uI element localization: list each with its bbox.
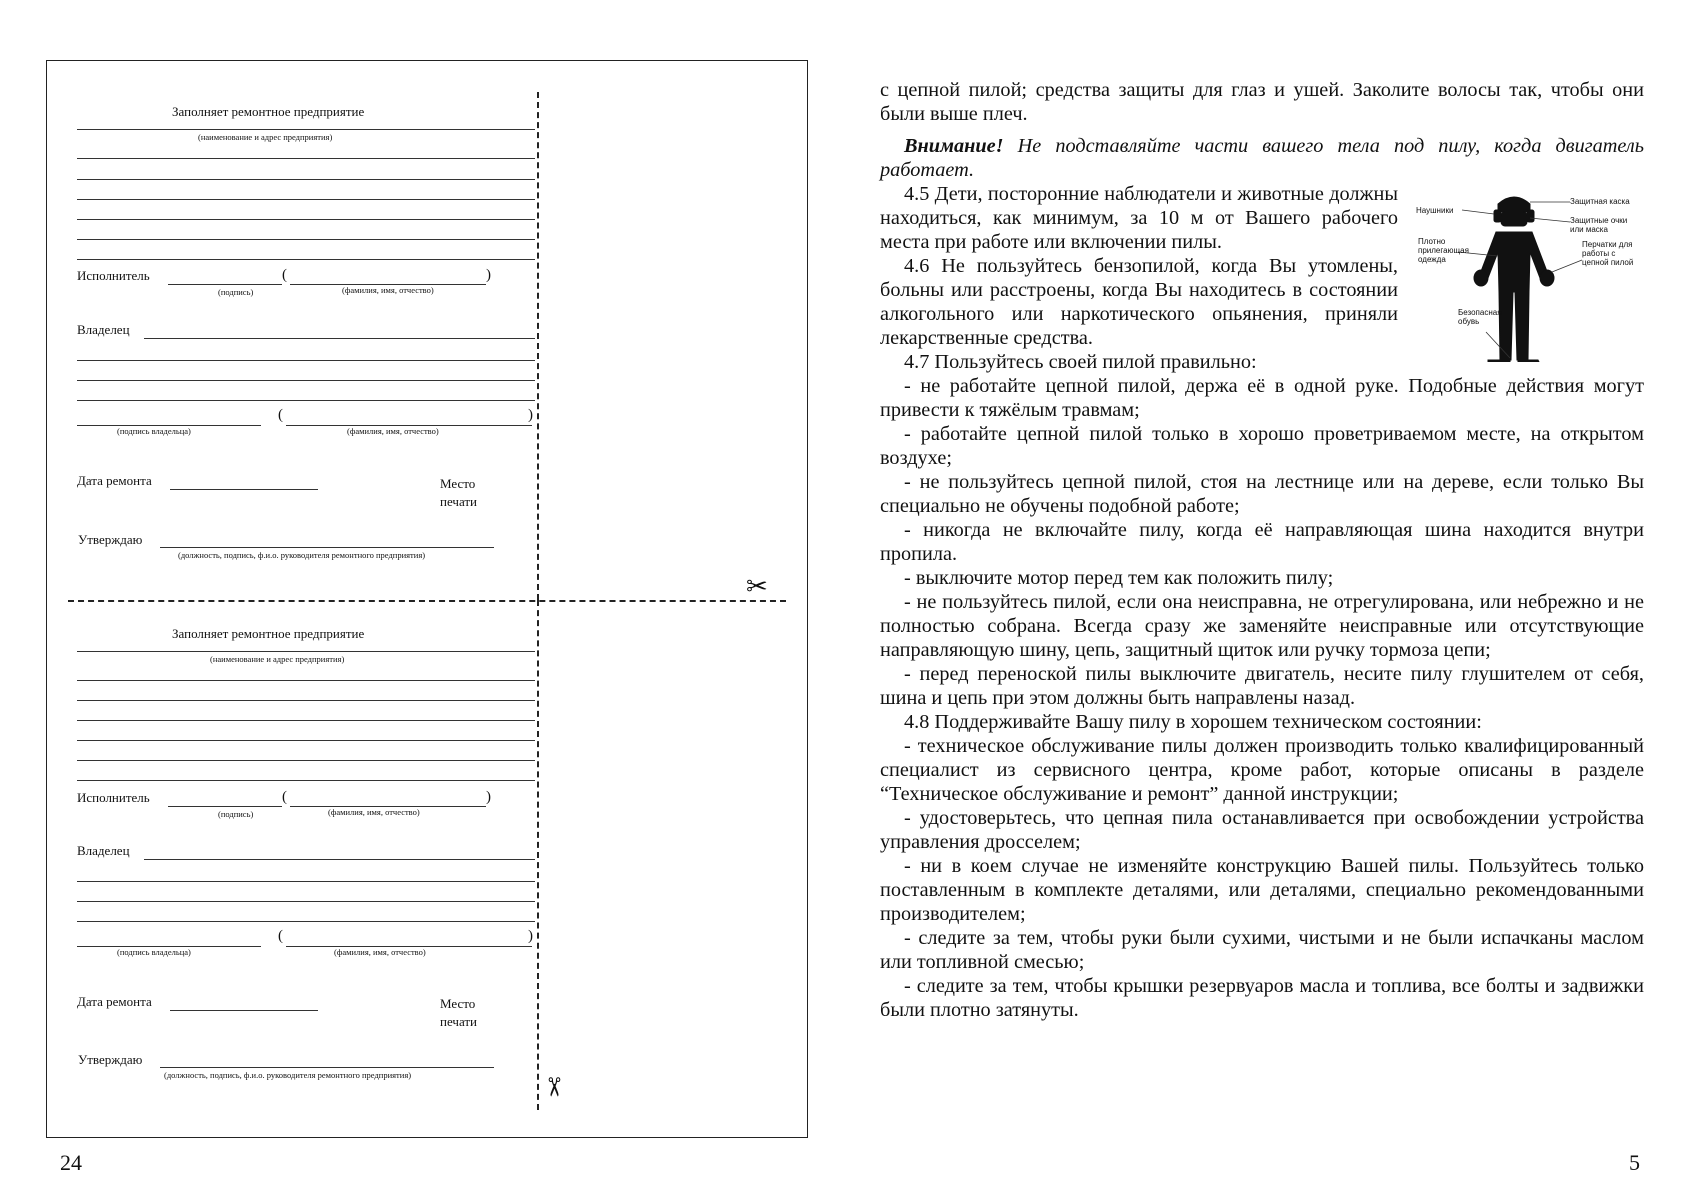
- owner-label: Владелец: [77, 843, 130, 858]
- blank-line[interactable]: [77, 720, 535, 721]
- approve-label: Утверждаю: [78, 1052, 143, 1067]
- safety-instructions-page: [880, 78, 1644, 1022]
- paragraph-4-5: 4.5 Дети, посторонние наблюдатели и животные должны находиться, как минимум, за 10 м от Вашего рабочего места при работе или включении пилы.: [880, 183, 1398, 253]
- scissors-icon: ✂: [538, 1076, 568, 1098]
- enterprise-caption: (наименование и адрес предприятия): [198, 132, 333, 142]
- paren-open: (: [282, 267, 287, 283]
- owner-signature-caption: (подпись владельца): [117, 947, 191, 957]
- owner-fio-caption: (фамилия, имя, отчество): [334, 947, 426, 957]
- boots-label: Безопасная: [1458, 308, 1502, 317]
- approve-caption: (должность, подпись, ф.и.о. руководителя ремонтного предприятия): [178, 550, 426, 560]
- stamp-place: Место: [440, 476, 476, 491]
- gloves-label: Перчатки для: [1582, 240, 1633, 249]
- blank-line[interactable]: [77, 259, 535, 260]
- paren-close: ): [528, 928, 533, 944]
- blank-line[interactable]: [77, 380, 535, 381]
- fio-caption: (фамилия, имя, отчество): [342, 285, 434, 295]
- executor-label: Исполнитель: [77, 790, 150, 805]
- intro-paragraph: с цепной пилой; средства защиты для глаз и ушей. Заколите волосы так, чтобы они были выше плеч.: [880, 79, 1644, 125]
- blank-line[interactable]: [77, 179, 535, 180]
- boots-label: обувь: [1458, 317, 1480, 326]
- list-item: - следите за тем, чтобы руки были сухими, чистыми и не были испачканы маслом или топливной смесью;: [880, 927, 1644, 973]
- list-item: - выключите мотор перед тем как положить пилу;: [904, 567, 1334, 589]
- coupon-title: Заполняет ремонтное предприятие: [172, 104, 365, 119]
- blank-line[interactable]: [77, 780, 535, 781]
- list-item: - работайте цепной пилой только в хорошо проветриваемом месте, на открытом воздухе;: [880, 423, 1644, 469]
- paren-close: ): [486, 267, 491, 283]
- paragraph-4-6: 4.6 Не пользуйтесь бензопилой, когда Вы утомлены, больны или расстроены, когда Вы находитесь в состоянии алкогольного или наркотического опьянения, приняли лекарственные средства.: [880, 255, 1398, 349]
- paren-open: (: [278, 928, 283, 944]
- blank-line[interactable]: [77, 901, 535, 902]
- clothing-label: Плотно: [1418, 237, 1446, 246]
- list-item: - ни в коем случае не изменяйте конструкцию Вашей пилы. Пользуйтесь только поставленным в комплекте деталями, или деталями, специально рекомендованными производителем;: [880, 855, 1644, 925]
- stamp-place: печати: [440, 494, 478, 509]
- page-number-right: 5: [1629, 1150, 1640, 1175]
- safety-equipment-figure: [1402, 182, 1644, 362]
- blank-line[interactable]: [77, 740, 535, 741]
- signature-caption: (подпись): [218, 809, 254, 819]
- repair-date-line[interactable]: [170, 489, 318, 490]
- list-item: - удостоверьтесь, что цепная пила останавливается при освобождении устройства управления дросселем;: [880, 807, 1644, 853]
- executor-signature-line[interactable]: [168, 806, 282, 807]
- gloves-label: работы с: [1582, 249, 1616, 258]
- coupon-title: Заполняет ремонтное предприятие: [172, 626, 365, 641]
- enterprise-caption: (наименование и адрес предприятия): [210, 654, 345, 664]
- warning-text: Не подставляйте части вашего тела под пилу, когда двигатель работает.: [880, 135, 1644, 181]
- blank-line[interactable]: [77, 219, 535, 220]
- repair-date-label: Дата ремонта: [77, 473, 152, 488]
- blank-line[interactable]: [77, 700, 535, 701]
- paren-close: ): [528, 407, 533, 423]
- owner-line[interactable]: [144, 338, 535, 339]
- vertical-cut-line-top: [537, 92, 539, 600]
- clothing-label: прилегающая: [1418, 246, 1469, 255]
- stamp-place: Место: [440, 996, 476, 1011]
- headphones-label: Наушники: [1416, 206, 1454, 215]
- page-number-left: 24: [60, 1150, 82, 1175]
- list-item: - не работайте цепной пилой, держа её в одной руке. Подобные действия могут привести к тяжёлым травмам;: [880, 375, 1644, 421]
- approve-label: Утверждаю: [78, 532, 143, 547]
- goggles-label: Защитные очки: [1570, 216, 1628, 225]
- list-item: - следите за тем, чтобы крышки резервуаров масла и топлива, все болты и задвижки были плотно затянуты.: [880, 975, 1644, 1021]
- horizontal-cut-line: [68, 600, 786, 602]
- blank-line[interactable]: [77, 680, 535, 681]
- paren-close: ): [486, 789, 491, 805]
- approve-caption: (должность, подпись, ф.и.о. руководителя ремонтного предприятия): [164, 1070, 412, 1080]
- blank-line[interactable]: [77, 199, 535, 200]
- paren-open: (: [282, 789, 287, 805]
- blank-line[interactable]: [77, 400, 535, 401]
- blank-line[interactable]: [77, 760, 535, 761]
- repair-date-line[interactable]: [170, 1010, 318, 1011]
- goggles-label: или маска: [1570, 225, 1608, 234]
- repair-coupon-frame: [46, 60, 808, 1138]
- owner-signature-caption: (подпись владельца): [117, 426, 191, 436]
- list-item: - не пользуйтесь цепной пилой, стоя на лестнице или на дереве, если только Вы специально не обучены подобной работе;: [880, 471, 1644, 517]
- executor-label: Исполнитель: [77, 268, 150, 283]
- repair-date-label: Дата ремонта: [77, 994, 152, 1009]
- clothing-label: одежда: [1418, 255, 1446, 264]
- warning-label: Внимание!: [904, 135, 1004, 157]
- enterprise-line[interactable]: [77, 129, 535, 130]
- executor-signature-line[interactable]: [168, 284, 282, 285]
- paragraph-4-8: 4.8 Поддерживайте Вашу пилу в хорошем техническом состоянии:: [904, 711, 1482, 733]
- owner-fio-caption: (фамилия, имя, отчество): [347, 426, 439, 436]
- gloves-label: цепной пилой: [1582, 258, 1634, 267]
- approve-line[interactable]: [160, 1067, 494, 1068]
- owner-label: Владелец: [77, 322, 130, 337]
- paragraph-4-7: 4.7 Пользуйтесь своей пилой правильно:: [904, 351, 1257, 373]
- figure-wrap-block: [880, 182, 1644, 350]
- list-item: - перед переноской пилы выключите двигатель, несите пилу глушителем от себя, шина и цепь при этом должны быть направлены назад.: [880, 663, 1644, 709]
- fio-caption: (фамилия, имя, отчество): [328, 807, 420, 817]
- list-item: - никогда не включайте пилу, когда её направляющая шина находится внутри пропила.: [880, 519, 1644, 565]
- blank-line[interactable]: [77, 921, 535, 922]
- signature-caption: (подпись): [218, 287, 254, 297]
- list-item: - техническое обслуживание пилы должен производить только квалифицированный специалист из сервисного центра, кроме работ, которые описаны в разделе “Техническое обслуживание и ремонт” данной инструкции;: [880, 735, 1644, 805]
- helmet-label: Защитная каска: [1570, 197, 1630, 206]
- vertical-cut-line-bottom: [537, 600, 539, 1110]
- blank-line[interactable]: [77, 158, 535, 159]
- blank-line[interactable]: [77, 360, 535, 361]
- approve-line[interactable]: [160, 547, 494, 548]
- stamp-place: печати: [440, 1014, 478, 1029]
- scissors-icon: ✂: [746, 572, 768, 601]
- blank-line[interactable]: [77, 881, 535, 882]
- enterprise-line[interactable]: [77, 651, 535, 652]
- owner-line[interactable]: [144, 859, 535, 860]
- warning-paragraph: [880, 134, 1644, 182]
- list-item: - не пользуйтесь пилой, если она неисправна, не отрегулирована, или небрежно и не полностью собрана. Всегда сразу же заменяйте неисправные или отсутствующие направляющую шину, цепь, защитный щиток или ручку тормоза цепи;: [880, 591, 1644, 661]
- paren-open: (: [278, 407, 283, 423]
- blank-line[interactable]: [77, 239, 535, 240]
